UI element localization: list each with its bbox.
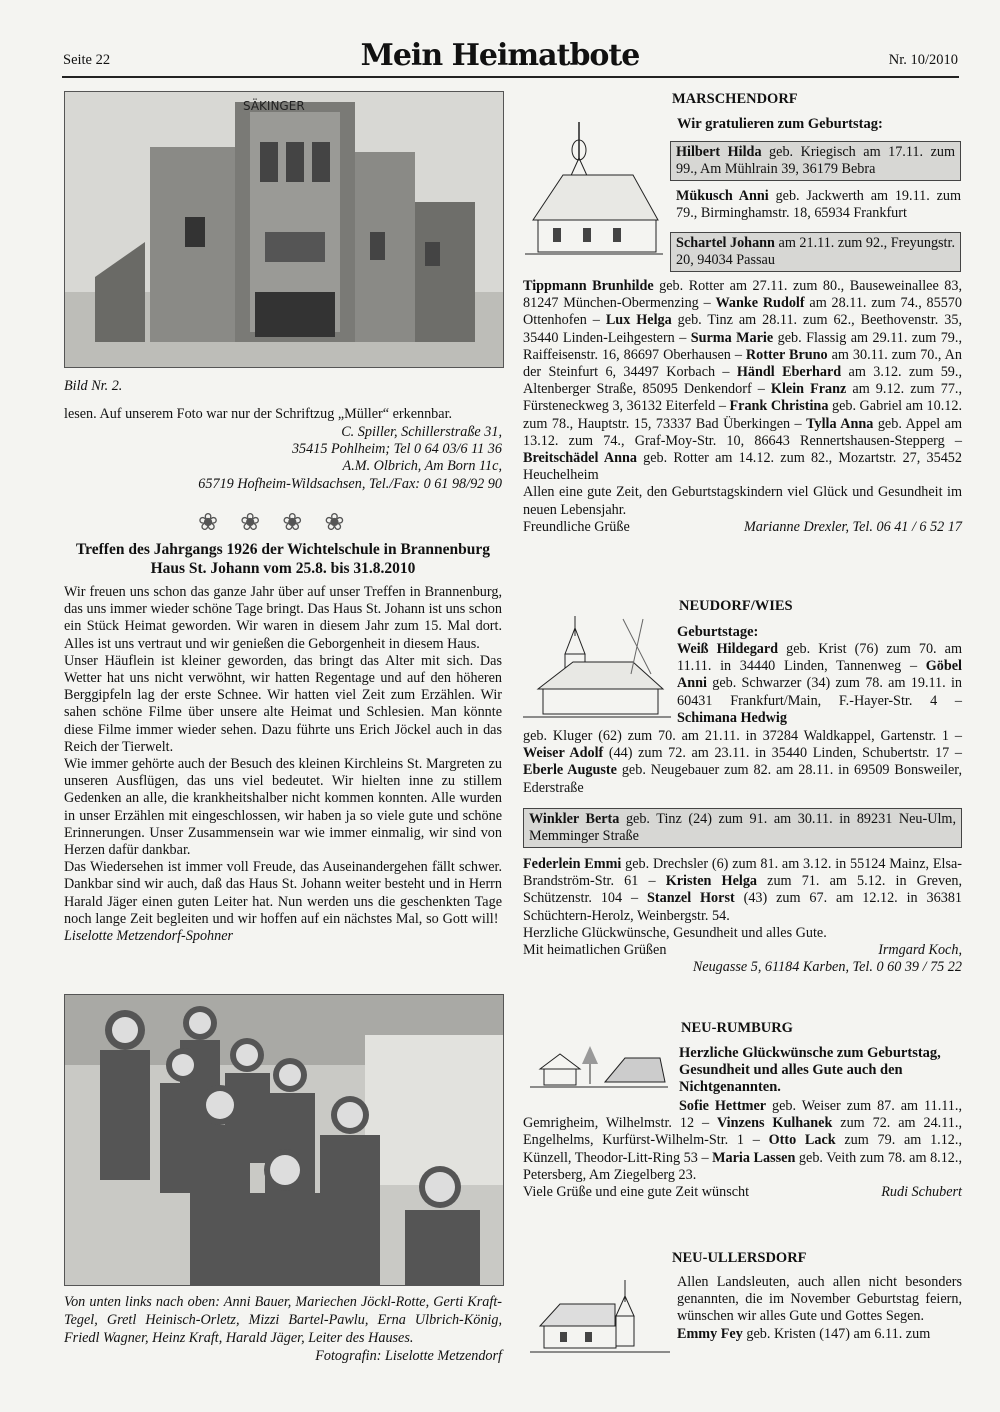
article-paragraph: Das Wiedersehen ist immer voll Freude, das Auseinandergehen fällt schwer. Dankbar sind wir auch, daß das Haus St. Johann weiter besteht und in Herrn Harald Jäger einen guten Leiter hat. Nun werden uns die geschenkten Tage noch lange Zeit begleiten und wir hoffen auf ein nächstes Mal, so Gott will! Liselotte Metzendorf-Spohner xyxy=(64,859,502,945)
photo1-caption: Bild Nr. 2. xyxy=(64,378,123,394)
entry-name: Weiser Adolf xyxy=(523,745,604,762)
entry-name: Breitschädel Anna xyxy=(523,450,637,467)
entry-name: Mükusch Anni xyxy=(676,188,769,204)
masthead-logo: Mein Heimatbote xyxy=(360,38,640,73)
entry-name: Stanzel Horst xyxy=(647,890,735,907)
neudorf-list-cont: geb. Kluger (62) zum 70. am 21.11. in 37284 Waldkappel, Gartenstr. 1 – Weiser Adolf (44) zum 72. am 23.11. in 35440 Linden, Schubertstr. 17 – Eberle Auguste geb. Neugebauer zum 82. am 28.11. in 69509 Bonsweiler, Ederstraße xyxy=(523,728,962,796)
entry-name: Winkler Berta xyxy=(529,811,620,827)
neudorf-list-bottom: Federlein Emmi geb. Drechsler (6) zum 81. am 3.12. in 55124 Mainz, Elsa-Brandström-Str. 61 – Kristen Helga zum 71. am 5.12. in Greven, Schützenstr. 104 – Stanzel Horst (43) zum 67. am 12.12. in 36381 Schüchtern-Herolz, Weinbergstr. 54. Herzliche Glückwünsche, Gesundheit und alles Gute. Mit heimatlichen Grüßen Irmgard Koch, Neugasse 5, 61184 Karben, Tel. 0 60 39 / 75 22 xyxy=(523,856,963,976)
section-title-neurumburg: NEU-RUMBURG xyxy=(681,1020,793,1036)
marschendorf-subtitle: Wir gratulieren zum Geburtstag: xyxy=(677,116,883,132)
entry-name: Otto Lack xyxy=(768,1132,836,1149)
entry-name: Sofie Hettmer xyxy=(679,1098,767,1114)
marschendorf-list: Tippmann Brunhilde geb. Rotter am 27.11. zum 80., Bauseweinallee 83, 81247 München-Obermenzing – Wanke Rudolf am 28.11. zum 74., 85570 Ottenhofen – Lux Helga geb. Tinz am 28.11. zum 62., Beethovenstr. 35, 35440 Linden-Leihgestern – Surma Marie geb. Flassig am 29.11. zum 79., Raiffeisenstr. 16, 86697 Oberhausen – Rotter Bruno am 30.11. zum 70., An der Steinfurt 6, 34497 Korbach – Händl Eberhard am 3.12. zum 59., Altenberger Straße, 85095 Denkendorf – Klein Franz am 9.12. zum 77., Fürsteneckweg 3, 36132 Eiterfeld – Frank Christina geb. Gabriel am 10.12. zum 78., Hauptstr. 15, 73337 Bad Überkingen – Tylla Anna geb. Appel am 13.12. zum 74., Graf-Moy-Str. 10, 86643 Rennertshausen-Stepperg – Breitschädel Anna geb. Rotter am 14.12. zum 82., Mozartstr. 27, 35452 Heuchelheim Allen eine gute Zeit, den Geburtstagskindern viel Glück und Gesundheit im neuen Lebensjahr. Freundliche Grüße Marianne Drexler, Tel. 06 41 / 6 52 17 xyxy=(523,278,963,535)
photo-cinema-building xyxy=(64,91,504,368)
entry-name: Eberle Auguste xyxy=(523,762,617,779)
highlight-box: Winkler Berta geb. Tinz (24) zum 91. am 30.11. in 89231 Neu-Ulm, Memminger Straße xyxy=(523,808,962,848)
entry-name: Schartel Johann xyxy=(676,235,775,251)
flower-divider: ❀❀❀❀ xyxy=(198,510,367,536)
signature-line: A.M. Olbrich, Am Born 11c, xyxy=(342,458,502,475)
neuullersdorf-text: Allen Landsleuten, auch allen nicht besonders genannten, die im November Geburtstag feiern, wünschen wir alles Gute und Gottes Segen. Emmy Fey geb. Kristen (147) am 6.11. zum xyxy=(677,1274,962,1342)
entry-name: Klein Franz xyxy=(770,381,847,398)
section-title-neudorf: NEUDORF/WIES xyxy=(679,598,793,614)
neudorf-subtitle: Geburtstage: xyxy=(677,624,759,640)
entry-name: Weiß Hildegard xyxy=(677,641,779,657)
entry-name: Hilbert Hilda xyxy=(676,144,762,160)
entry-name: Schimana Hedwig xyxy=(677,709,787,726)
article-body xyxy=(64,584,502,945)
entry-name: Tippmann Brunhilde xyxy=(523,278,654,294)
photo-group xyxy=(64,994,504,1286)
highlight-box: Schartel Johann am 21.11. zum 92., Freyungstr. 20, 94034 Passau xyxy=(670,232,961,272)
signature-line: 35415 Pohlheim; Tel 0 64 03/6 11 36 xyxy=(291,441,502,458)
church-drawing-neudorf xyxy=(523,614,671,722)
signature: Irmgard Koch, xyxy=(878,942,962,959)
signature-block xyxy=(64,424,502,493)
article-signature: Liselotte Metzendorf-Spohner xyxy=(64,928,234,945)
entry-name: Surma Marie xyxy=(690,329,774,346)
entry-name: Lux Helga xyxy=(605,312,672,329)
section-title-marschendorf: MARSCHENDORF xyxy=(672,91,798,107)
signature: Marianne Drexler, Tel. 06 41 / 6 52 17 xyxy=(743,518,962,535)
photo2-credit: Fotografin: Liselotte Metzendorf xyxy=(315,1348,502,1364)
page-number: Seite 22 xyxy=(63,52,111,68)
signature-line: C. Spiller, Schillerstraße 31, xyxy=(341,424,502,440)
signature: Rudi Schubert xyxy=(881,1184,962,1201)
entry-name: Göbel Anni xyxy=(677,658,962,692)
article-paragraph: Wir freuen uns schon das ganze Jahr über auf unser Treffen in Brannenburg, das uns immer wieder schöne Tage bringt. Das Haus St. Johann ist uns schon ein Stück Heimat geworden. Wir waren in diesem Jahr zum 15. Mal dort. Alles ist uns vertraut und wir genießen die Geborgenheit in diesem Haus. xyxy=(64,584,502,652)
entry-name: Kristen Helga xyxy=(665,873,758,890)
signature-address: Neugasse 5, 61184 Karben, Tel. 0 60 39 / 75 22 xyxy=(692,959,962,976)
neurumburg-intro: Herzliche Glückwünsche zum Geburtstag, Gesundheit und alles Gute auch den Nichtgenannten. xyxy=(679,1045,941,1095)
entry-name: Emmy Fey xyxy=(677,1325,743,1342)
signature-line: 65719 Hofheim-Wildsachsen, Tel./Fax: 0 61 98/92 90 xyxy=(198,475,502,492)
photo-sign-text: SÄKINGER xyxy=(243,99,305,113)
neurumburg-list: Sofie Hettmer geb. Weiser zum 87. am 11.11., Gemrigheim, Wilhelmstr. 12 – Vinzens Kulhanek zum 72. am 24.11., Engelhelms, Kurfürst-Wilhelm-Str. 1 – Otto Lack zum 79. am 1.12., Künzell, Theodor-Litt-Ring 53 – Maria Lassen geb. Veith zum 78. am 8.12., Petersberg, Am Ziegelberg 23. Viele Grüße und eine gute Zeit wünscht Rudi Schubert xyxy=(523,1098,962,1201)
article-paragraph: Unser Häuflein ist kleiner geworden, das bringt das Alter mit sich. Das Wetter hat uns nicht verwöhnt, wir hatten Regentage und auf den höheren Berggipfeln lag der erste Schnee. Wir hatten viel Zeit zum Erzählen. Wir sahen schöne Filme über unsere alte Heimat und Schlesien. Man könnte diese Filme immer wieder sehen. Dazu führte uns Erich Jöckel auch in das Reich der Tierwelt. xyxy=(64,652,502,755)
photo2-caption xyxy=(64,1293,502,1365)
greeting: Viele Grüße und eine gute Zeit wünscht xyxy=(523,1184,750,1201)
article-paragraph: Wie immer gehörte auch der Besuch des kleinen Kirchleins St. Margreten zu unseren Ausflügen, das uns viel bedeutet. Wir hielten inne zu stillem Gedenken an alle, die krankheitshalber nicht kommen konnten. Alle wurden in unser Erzählen mit eingeschlossen, wir haben ja so viele gute und schöne Erinnerungen. Unser Zusammensein war wie immer einmalig, wir sind von Herzen dafür dankbar. xyxy=(64,756,502,859)
neudorf-list-top: Weiß Hildegard geb. Krist (76) zum 70. am 11.11. in 34440 Linden, Tannenweg – Göbel Anni geb. Schwarzer (34) zum 78. am 19.11. in 60431 Frankfurt/Main, F.-Hayer-Str. 4 – Schimana Hedwig xyxy=(677,641,962,726)
article-heading: Treffen des Jahrgangs 1926 der Wichtelschule in Brannenburg Haus St. Johann vom 25.8. bis 31.8.2010 xyxy=(75,541,491,577)
church-drawing-neuullersdorf xyxy=(530,1278,670,1358)
photo2-caption-text: Von unten links nach oben: Anni Bauer, Mariechen Jöckl-Rotte, Gerti Kraft-Tegel, Gretl Heinisch-Orletz, Mizzi Bartel-Pawlu, Erna Ulbrich-König, Friedl Wagner, Heinz Kraft, Harald Jäger, Leiter des Hauses. xyxy=(64,1294,502,1346)
entry-name: Frank Christina xyxy=(729,398,829,415)
issue-number: Nr. 10/2010 xyxy=(888,52,958,68)
intro-text: lesen. Auf unserem Foto war nur der Schriftzug „Müller“ erkennbar. xyxy=(64,406,453,422)
church-drawing-marschendorf xyxy=(523,120,663,260)
village-drawing-neurumburg xyxy=(530,1044,668,1090)
closing-text: Herzliche Glückwünsche, Gesundheit und alles Gute. xyxy=(523,924,827,941)
greeting: Freundliche Grüße xyxy=(523,518,630,535)
birthday-entry: Mükusch Anni geb. Jackwerth am 19.11. zum 79., Birminghamstr. 18, 65934 Frankfurt xyxy=(676,188,961,222)
entry-name: Rotter Bruno xyxy=(745,346,828,363)
entry-name: Wanke Rudolf xyxy=(715,295,805,312)
entry-name: Vinzens Kulhanek xyxy=(716,1115,833,1132)
closing-text: Allen eine gute Zeit, den Geburtstagskindern viel Glück und Gesundheit im neuen Lebensjahr. xyxy=(523,484,962,518)
section-title-neuullersdorf: NEU-ULLERSDORF xyxy=(672,1250,807,1266)
entry-name: Händl Eberhard xyxy=(736,364,842,381)
greeting: Mit heimatlichen Grüßen xyxy=(523,942,667,959)
highlight-box: Hilbert Hilda geb. Kriegisch am 17.11. zum 99., Am Mühlrain 39, 36179 Bebra xyxy=(670,141,961,181)
header-rule xyxy=(62,76,959,78)
entry-name: Federlein Emmi xyxy=(523,856,622,872)
entry-name: Tylla Anna xyxy=(806,415,874,432)
entry-name: Maria Lassen xyxy=(712,1149,796,1166)
